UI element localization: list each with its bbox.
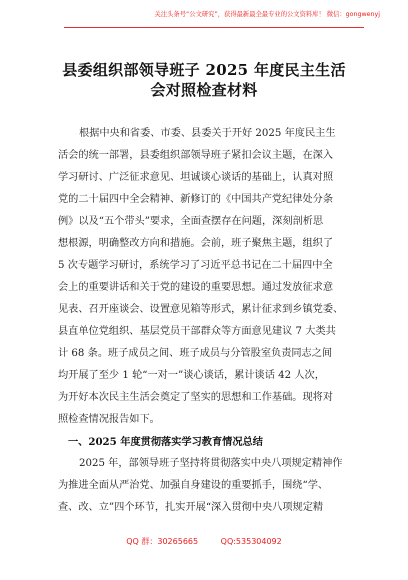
body-line: 例》以及“五个带头”要求，全面查摆存在问题，深刻剖析思 (58, 216, 324, 227)
section-heading: 一、2025 年度贯彻落实学习教育情况总结 (68, 436, 263, 448)
body-line: 活会的统一部署，县委组织部领导班子紧扣会议主题，在深入 (58, 150, 334, 161)
body-line: 2025 年，部领导班子坚持将贯彻落实中央八项规定精神作 (79, 458, 343, 469)
body-line: 计 68 条。班子成员之间、班子成员与分管股室负责同志之间 (58, 348, 333, 359)
body-line: 5 次专题学习研讨，系统学习了习近平总书记在二十届四中全 (58, 260, 333, 271)
body-line: 学习研讨、广泛征求意见、坦诚谈心谈话的基础上，认真对照 (58, 172, 334, 183)
body-line: 想根源，明确整改方向和措施。会前，班子聚焦主题，组织了 (58, 238, 334, 249)
footer-qq-group: QQ 群：30265665 (126, 537, 199, 546)
body-line: 照检查情况报告如下。 (58, 414, 160, 425)
body-line: 会上的重要讲话和关于党的建设的重要思想。通过发放征求意 (58, 282, 334, 293)
document-title (50, 60, 358, 100)
body-line: 为开好本次民主生活会奠定了坚实的思想和工作基础。现将对 (58, 392, 334, 403)
body-line: 党的二十届四中全会精神、新修订的《中国共产党纪律处分条 (58, 194, 334, 205)
body-line: 均开展了至少 1 轮“一对一”谈心谈话，累计谈话 42 人次， (58, 370, 325, 381)
body-line: 根据中央和省委、市委、县委关于开好 2025 年度民主生 (79, 128, 336, 139)
title-line-1: 县委组织部领导班子 2025 年度民主生活 (62, 61, 346, 79)
body-line: 见表、召开座谈会、设置意见箱等形式，累计征求到乡镇党委、 (58, 304, 344, 315)
document-body (58, 123, 352, 519)
header-promo-note: 关注头条号“公文研究”，获得最新最全最专业的公文资料库！ 微信：gongwenyj (154, 11, 380, 18)
footer-qq-number: QQ:535304092 (220, 537, 282, 546)
body-line: 为推进全面从严治党、加强自身建设的重要抓手，围绕“学、 (58, 480, 329, 491)
title-line-2: 会对照检查材料 (150, 81, 258, 99)
footer-contact (0, 536, 408, 547)
header-divider (64, 27, 364, 28)
body-line: 查、改、立”四个环节，扎实开展“深入贯彻中央八项规定精 (58, 502, 324, 513)
body-line: 县直单位党组织、基层党员干部群众等方面意见建议 7 大类共 (58, 326, 336, 337)
